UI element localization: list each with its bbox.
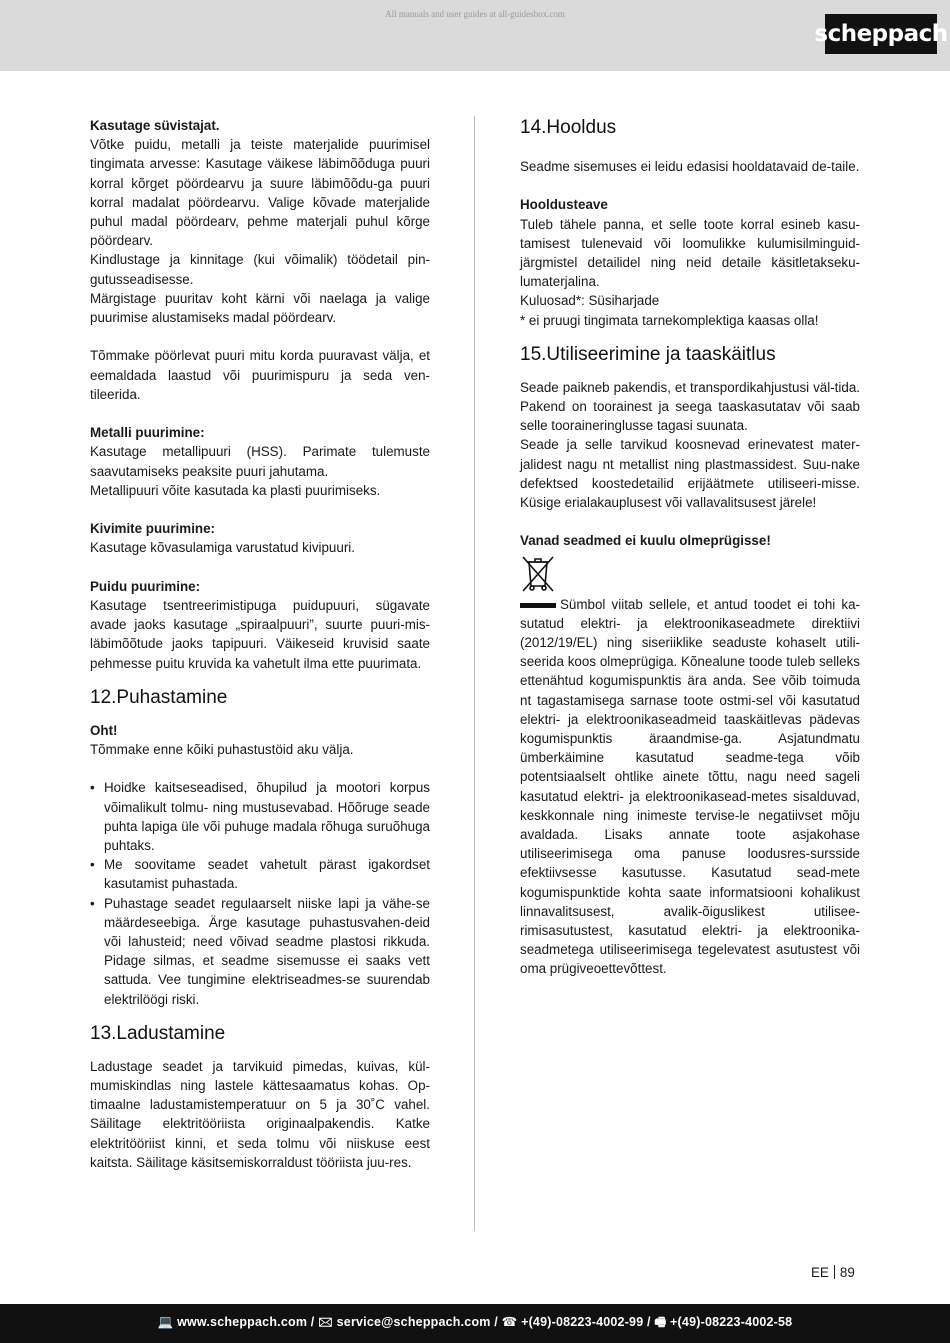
page-number [811, 1265, 855, 1280]
list-item: • Hoidke kaitseseadised, õhupilud ja mootori korpus võimalikult tolmu- ning mustusevabad. Hõõruge seade puhta lapiga üle või puhuge madala rõhuga suruõhuga puhtaks. [90, 778, 430, 855]
paragraph: Võtke puidu, metalli ja teiste materjalide puurimisel tingimata arvesse: Kasutage väikese läbimõõduga puuri korral kõrget pöördearvu ja suure läbimõõdu-ga puuri korral madalat pöördearvu. Valige kõvade materjalide puhul madal pöördearv, pehme materjali puhul kõrge pöördearv. [90, 137, 430, 249]
list-item: • Puhastage seadet regulaarselt niiske lapi ja vähe-se määrdeseebiga. Ärge kasutage puhastusvahen-deid või lahusteid; need võivad seadme plastosi rikkuda. Pidage silmas, et seadme sisemusse ei saaks vett sattuda. Vee tungimine elektriseadmes-se suurendab elektrilöögi riski. [90, 894, 430, 1009]
section-heading-storage [90, 1022, 430, 1046]
paragraph: Kasutage metallipuuri (HSS). Parimate tulemuste saavutamiseks peaksite puuri jahutama. [90, 444, 430, 479]
section-title: Ladustamine [116, 1022, 226, 1044]
paragraph: Seade paikneb pakendis, et transpordikahjustusi väl-tida. Pakend on toorainest ja seega taaskasutatav või saab selle tooraineringlusse tagasi suunata. [520, 379, 860, 434]
watermark: All manuals and user guides at all-guidesbox.com [385, 9, 565, 19]
paragraph: Kindlustage ja kinnitage (kui võimalik) töödetail pin-gutusseadisesse. [90, 252, 430, 287]
section-heading-disposal [520, 343, 860, 367]
paragraph: Seade ja selle tarvikud koosnevad erinevatest mater-jalidest nagu nt metallist ning plastmassidest. Suu-nake defektsed koostedetailid erijäätmete utiliseeri-misse. Küsige erialakauplusest või vallavalitsusest järele! [520, 437, 860, 511]
section-number: 12. [90, 686, 117, 708]
paragraph: * ei pruugi tingimata tarnekomplektiga kaasas olla! [520, 312, 819, 328]
language-code: EE [811, 1265, 829, 1280]
page-index: 89 [839, 1265, 855, 1280]
section-number: 14. [520, 117, 547, 138]
section-heading-cleaning [90, 686, 430, 710]
column-divider [474, 116, 475, 1231]
paragraph: Tuleb tähele panna, et selle toote korral esineb kasu-tamisest tulenevaid või loomulikke kulumisilminguid-järgmistel detailidel ning neid detaile käsitletakseku-lumaterjalina. [520, 216, 860, 290]
wood-drilling-heading: Puidu puurimine: [90, 578, 201, 594]
left-column [90, 116, 430, 1172]
right-column [520, 116, 860, 979]
section-title: Hooldus [546, 117, 617, 138]
crossed-bin-icon [520, 555, 556, 593]
footer-band [0, 1304, 950, 1343]
paragraph: Märgistage puuritav koht kärni või naelaga ja valige puurimise alustamiseks madal pöördearv. [90, 290, 430, 326]
warning-heading: Oht! [90, 722, 118, 738]
maintenance-info-heading: Hooldusteave [520, 197, 608, 213]
countersink-heading: Kasutage süvistajat. [90, 118, 220, 133]
list-item: • Me soovitame seadet vahetult pärast igakordset kasutamist puhastada. [90, 855, 430, 893]
paragraph: Seadme sisemuses ei leidu edasisi hooldatavaid de-taile. [520, 159, 860, 174]
section-title: Puhastamine [116, 686, 228, 708]
section-number: 15. [520, 343, 547, 365]
paragraph: Metallipuuri võite kasutada ka plasti puurimiseks. [90, 482, 381, 498]
metal-drilling-heading: Metalli puurimine: [90, 425, 205, 441]
contact-line: 💻 www.scheppach.com / 🖂 service@scheppach.com / ☎ +(49)-08223-4002-99 / 🖷 +(49)-08223-4002-58 [157, 1315, 793, 1329]
paragraph: Kasutage tsentreerimistipuga puidupuuri, sügavate avade jaoks kasutage „spiraalpuuri”, suurte puuri-mis-läbimõõtude jaoks tapipuuri. Väikeseid kruvisid saate pehmesse puitu kruvida ka vahetult ilma ette puurimata. [90, 598, 430, 671]
weee-text: Sümbol viitab sellele, et antud toodet ei tohi ka-sutatud elektri- ja elektroonikaseadmete direktiivi (2012/19/EL) ning siseriiklike seaduste kohaselt utili-seerida koos olmeprügiga. Kõnealune toode tuleb selleks ettenähtud kogumispunktis ära anda. See võib toimuda nt tagastamisega sarnase toote ostmi-sel või kasutatud elektri- ja elektroonikaseadmeid taaskäitlevas pädevas kogumispunktis äraandmise-ga. Asjatundmatu ümberkäimine kasutatud seadme-tega võib potentsiaalselt ohtlike ainete tõttu, nagu need sageli kasutatud elektri- ja elektroonikasead-metes sisalduvad, keskkonnale ning inimeste tervise-le negatiivset mõju avaldada. Lisaks annate toote asjakohase utiliseerimisega oma panuse loodusres-sursside efektiivsesse kasutusse. Kasutatud sead-mete kogumispunktide kohta saate informatsiooni kohalikust linnavalitsusest, avalik-õiguslikest utilisee-rimisasutustest, kasutatud elektri- ja elektroonika-seadmetega utiliseerimisega tegelevatest asutustest või oma prügiveoettevõttest. [520, 596, 860, 977]
paragraph: Kasutage kõvasulamiga varustatud kivipuuri. [90, 540, 355, 556]
brand-logo: scheppach [825, 14, 937, 54]
paragraph: Tõmmake pöörlevat puuri mitu korda puuravast välja, et eemaldada laastud või puurimispuru ja seda ven-tileerida. [90, 348, 430, 402]
section-number: 13. [90, 1022, 117, 1044]
section-title: Utiliseerimine ja taaskäitlus [546, 343, 776, 365]
cleaning-list [90, 778, 430, 1008]
header-band [0, 0, 950, 71]
weee-bar-icon [520, 603, 556, 608]
section-heading-maintenance [520, 116, 860, 140]
weee-heading: Vanad seadmed ei kuulu olmeprügisse! [520, 533, 771, 549]
stone-drilling-heading: Kivimite puurimine: [90, 521, 215, 537]
paragraph: Ladustage seadet ja tarvikuid pimedas, kuivas, kül-mumiskindlas ning lastele kättesaamatus kohas. Op-timaalne ladustamistemperatuur on 5 ja 30˚C vahel. Säilitage elektritööriista originaalpakendis. Katke elektritööriist kinni, et seda tolmu või niiskuse eest kaitsta. Säilitage käsitsemiskorraldust tööriista juu-res. [90, 1058, 430, 1170]
paragraph: Kuluosad*: Süsiharjade [520, 293, 660, 309]
paragraph: Tõmmake enne kõiki puhastustöid aku välja. [90, 742, 354, 758]
paragraph [520, 595, 860, 979]
